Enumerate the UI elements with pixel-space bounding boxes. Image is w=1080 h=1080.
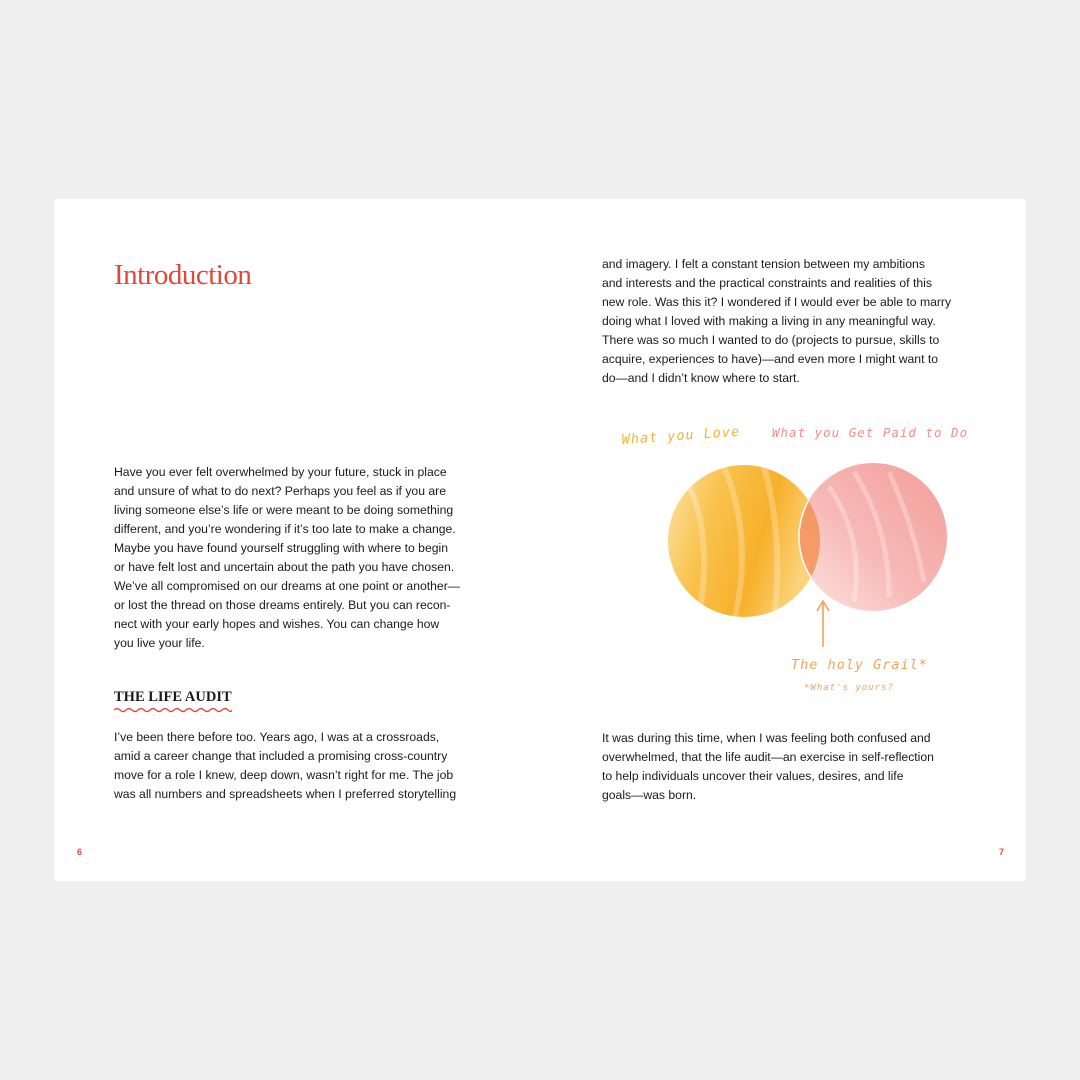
chapter-title: Introduction [114,259,252,291]
text-line: and interests and the practical constraints and realities of this [602,276,932,290]
text-line: move for a role I knew, deep down, wasn’t right for me. The job [114,768,454,782]
venn-diagram-illustration [614,417,974,707]
text-line: Maybe you have found yourself struggling with where to begin [114,541,449,555]
text-line: to help individuals uncover their values, desires, and life [602,769,904,783]
text-line: amid a career change that included a promising cross-country [114,749,448,763]
paid-circle [799,463,947,611]
closing-paragraph [602,729,934,805]
text-line: or lost the thread on those dreams entirely. But you can recon- [114,598,451,612]
text-line: There was so much I wanted to do (projects to pursue, skills to [602,333,940,347]
text-line: Have you ever felt overwhelmed by your future, stuck in place [114,465,447,479]
text-line: goals—was born. [602,788,697,802]
text-line: acquire, experiences to have)—and even more I might want to [602,352,939,366]
text-line: doing what I loved with making a living in any meaningful way. [602,314,936,328]
intro-paragraph [114,463,460,653]
text-line: overwhelmed, that the life audit—an exercise in self-reflection [602,750,934,764]
text-line: It was during this time, when I was feeling both confused and [602,731,931,745]
squiggle-underline [114,707,232,713]
page-number-left: 6 [77,847,83,857]
book-spread [54,199,1026,881]
label-what-you-get-paid-to-do: What you Get Paid to Do [772,425,969,440]
text-line: and unsure of what to do next? Perhaps you feel as if you are [114,484,446,498]
text-line: you live your life. [114,636,205,650]
page-number-right: 7 [998,847,1004,857]
label-whats-yours: *What's yours? [804,683,894,693]
label-holy-grail: The holy Grail* [791,657,928,673]
section-heading: THE LIFE AUDIT [114,689,232,705]
text-line: nect with your early hopes and wishes. You can change how [114,617,440,631]
text-line: I’ve been there before too. Years ago, I was at a crossroads, [114,730,440,744]
continued-paragraph [602,255,951,388]
text-line: or have felt lost and uncertain about the path you have chosen. [114,560,455,574]
text-line: was all numbers and spreadsheets when I preferred storytelling [114,787,457,801]
text-line: do—and I didn’t know where to start. [602,371,800,385]
text-line: living someone else’s life or were meant to be doing something [114,503,454,517]
text-line: different, and you’re wondering if it’s too late to make a change. [114,522,456,536]
text-line: new role. Was this it? I wondered if I would ever be able to marry [602,295,952,309]
text-line: We’ve all compromised on our dreams at one point or another— [114,579,460,593]
text-line: and imagery. I felt a constant tension between my ambitions [602,257,925,271]
label-what-you-love: What you Love [621,423,741,448]
life-audit-paragraph [114,728,456,804]
